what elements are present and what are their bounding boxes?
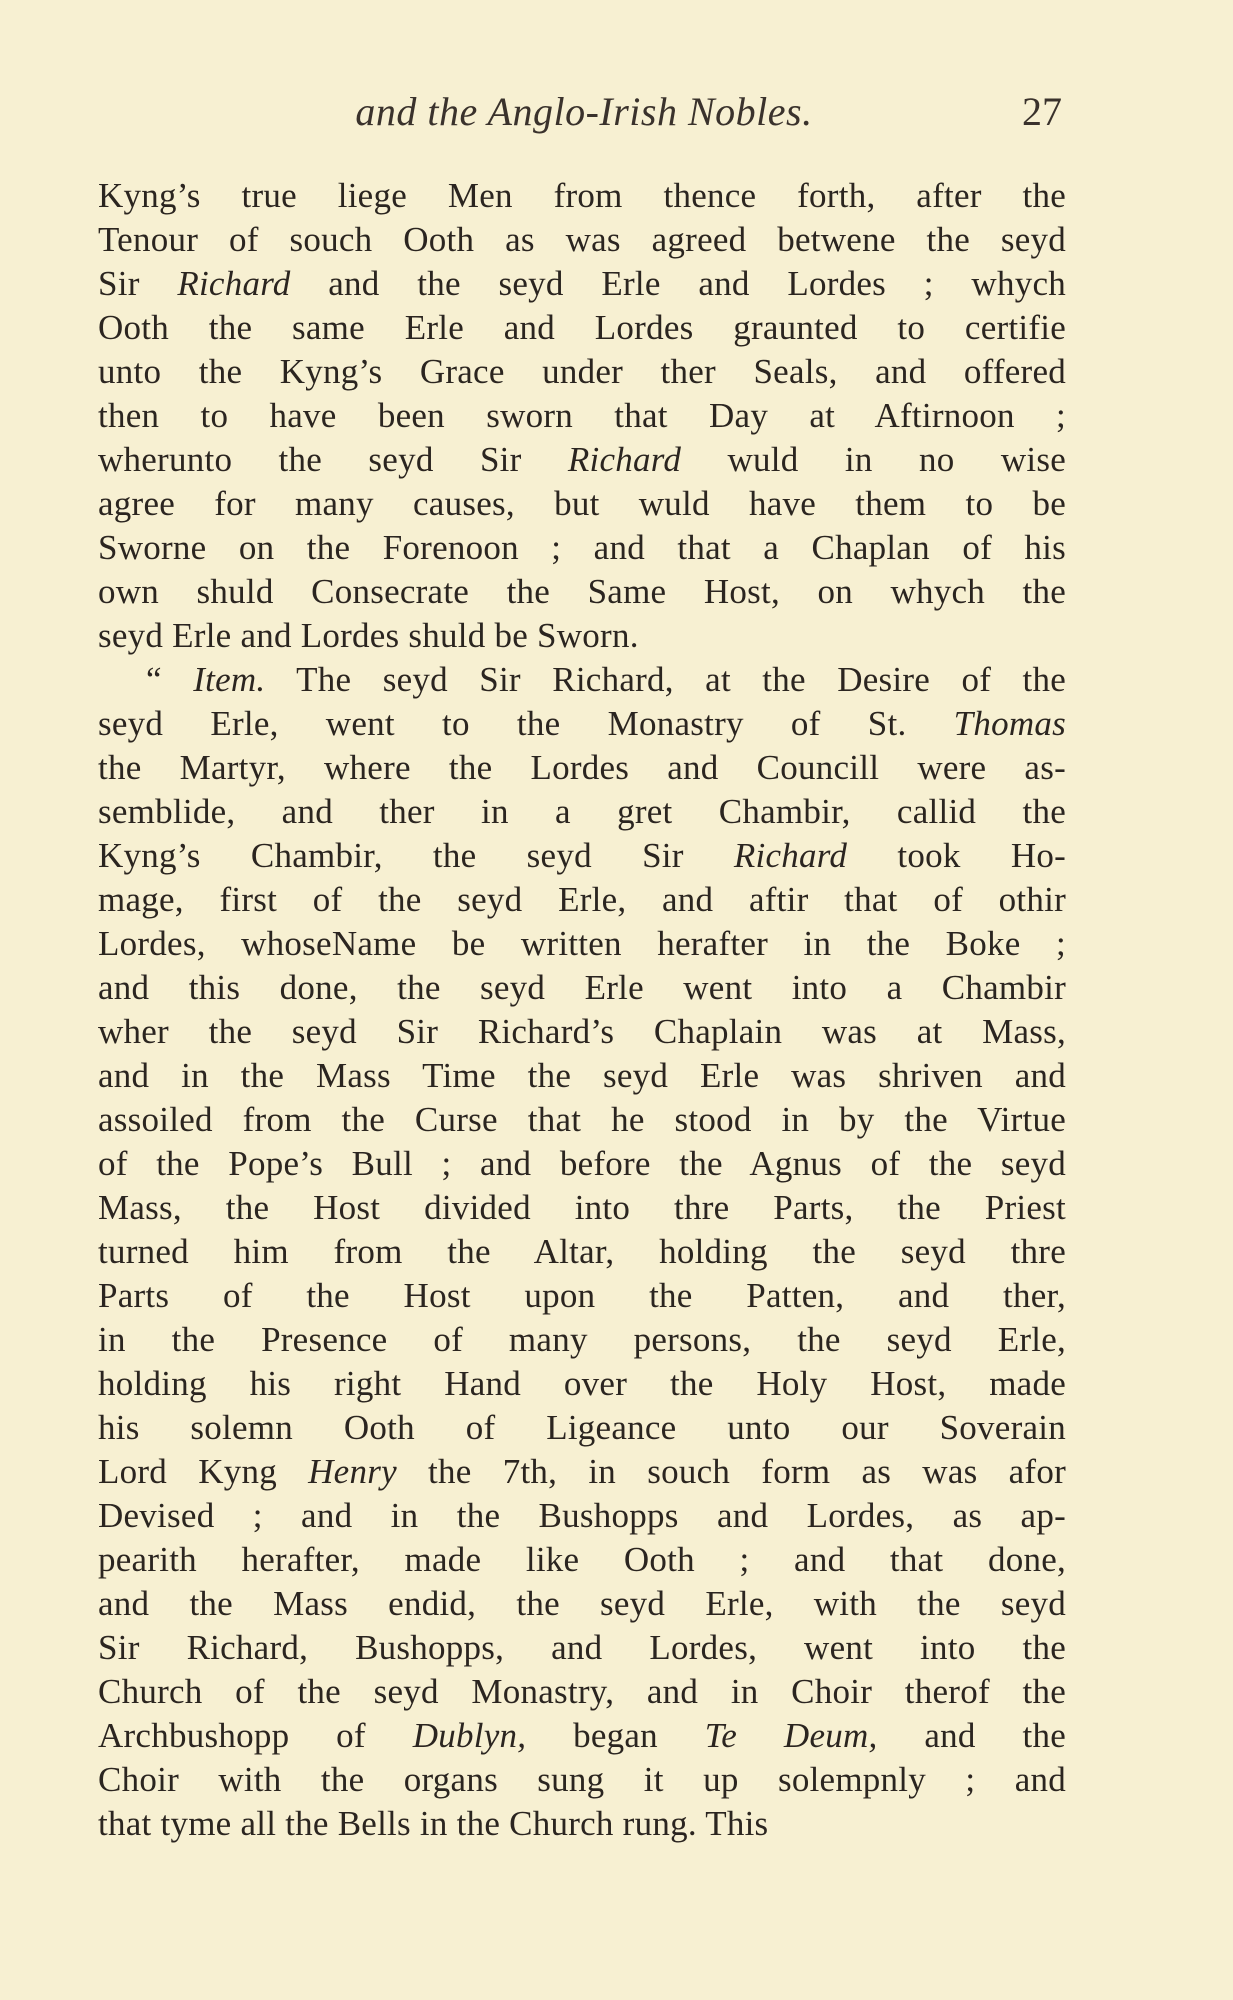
text-segment: own shuld Consecrate the Same Host, on whych the — [98, 572, 1066, 611]
text-segment: mage, first of the seyd Erle, and aftir that of othir — [98, 880, 1066, 919]
text-segment: Kyng’s Chambir, the seyd Sir — [98, 836, 734, 875]
text-line — [98, 1494, 1066, 1538]
text-line — [98, 1582, 1066, 1626]
text-segment: The seyd Sir Richard, at the Desire of the — [265, 660, 1066, 699]
italic-text: Thomas — [953, 704, 1066, 743]
text-line — [98, 262, 1066, 306]
text-line — [98, 1098, 1066, 1142]
text-segment: Kyng’s true liege Men from thence forth, after the — [98, 176, 1066, 215]
text-line — [98, 966, 1066, 1010]
text-line — [98, 1538, 1066, 1582]
text-segment: Choir with the organs sung it up solempnly ; and — [98, 1760, 1066, 1799]
text-segment: Lord Kyng — [98, 1452, 309, 1491]
text-segment: seyd Erle and Lordes shuld be Sworn. — [98, 616, 639, 655]
text-segment: and the seyd Erle and Lordes ; whych — [290, 264, 1066, 303]
text-segment: Sir Richard, Bushopps, and Lordes, went into the — [98, 1628, 1066, 1667]
italic-text: Henry — [308, 1452, 397, 1491]
text-segment: and the Mass endid, the seyd Erle, with the seyd — [98, 1584, 1066, 1623]
italic-text: Richard — [177, 264, 291, 303]
page-header — [98, 88, 1070, 138]
text-line — [98, 438, 1066, 482]
text-segment: wherunto the seyd Sir — [98, 440, 568, 479]
text-segment: that tyme all the Bells in the Church rung. This — [98, 1804, 769, 1843]
text-line — [98, 614, 1066, 658]
text-line — [98, 1670, 1066, 1714]
text-segment: Lordes, whoseName be written herafter in the Boke ; — [98, 924, 1066, 963]
italic-text: Dublyn, — [412, 1716, 527, 1755]
text-segment: of the Pope’s Bull ; and before the Agnus of the seyd — [98, 1144, 1066, 1183]
text-segment: wher the seyd Sir Richard’s Chaplain was at Mass, — [98, 1012, 1066, 1051]
text-segment: and the — [877, 1716, 1067, 1755]
text-segment: agree for many causes, but wuld have them to be — [98, 484, 1066, 523]
text-segment: Tenour of souch Ooth as was agreed betwene the seyd — [98, 220, 1066, 259]
text-line — [98, 1054, 1066, 1098]
text-segment: the Martyr, where the Lordes and Councill were as- — [98, 748, 1066, 787]
text-segment: holding his right Hand over the Holy Host, made — [98, 1364, 1066, 1403]
text-segment: Church of the seyd Monastry, and in Choir therof the — [98, 1672, 1066, 1711]
text-line — [98, 394, 1066, 438]
text-line — [98, 1406, 1066, 1450]
text-line — [98, 1186, 1066, 1230]
text-segment: pearith herafter, made like Ooth ; and that done, — [98, 1540, 1066, 1579]
text-line — [98, 570, 1066, 614]
text-segment: and in the Mass Time the seyd Erle was shriven and — [98, 1056, 1066, 1095]
text-line — [98, 1142, 1066, 1186]
text-segment: semblide, and ther in a gret Chambir, callid the — [98, 792, 1066, 831]
text-segment: Archbushopp of — [98, 1716, 413, 1755]
text-segment: in the Presence of many persons, the seyd Erle, — [98, 1320, 1066, 1359]
text-line — [98, 306, 1066, 350]
text-line — [98, 1626, 1066, 1670]
text-segment: Sir — [98, 264, 178, 303]
text-line — [98, 1758, 1066, 1802]
running-head: and the Anglo-Irish Nobles. — [355, 89, 813, 134]
italic-text: Item. — [193, 660, 266, 699]
text-segment: Mass, the Host divided into thre Parts, the Priest — [98, 1188, 1066, 1227]
italic-text: Richard — [567, 440, 682, 479]
text-line — [98, 482, 1066, 526]
text-segment: Sworne on the Forenoon ; and that a Chaplan of his — [98, 528, 1066, 567]
text-segment: seyd Erle, went to the Monastry of St. — [98, 704, 954, 743]
text-line — [98, 1010, 1066, 1054]
text-line — [98, 1318, 1066, 1362]
page-number: 27 — [1022, 89, 1062, 134]
text-line — [98, 658, 1066, 702]
text-line — [98, 790, 1066, 834]
text-line — [98, 218, 1066, 262]
text-segment: unto the Kyng’s Grace under ther Seals, and offered — [98, 352, 1066, 391]
text-line — [98, 174, 1066, 218]
text-line — [98, 702, 1066, 746]
text-segment: his solemn Ooth of Ligeance unto our Soverain — [98, 1408, 1066, 1447]
text-segment: then to have been sworn that Day at Aftirnoon ; — [98, 396, 1066, 435]
text-line — [98, 1230, 1066, 1274]
text-line — [98, 1362, 1066, 1406]
text-segment: turned him from the Altar, holding the seyd thre — [98, 1232, 1066, 1271]
text-segment: “ — [146, 660, 194, 699]
text-line — [98, 526, 1066, 570]
text-segment: assoiled from the Curse that he stood in by the Virtue — [98, 1100, 1066, 1139]
text-segment: and this done, the seyd Erle went into a Chambir — [98, 968, 1066, 1007]
text-segment: the 7th, in souch form as was afor — [396, 1452, 1066, 1491]
text-line — [98, 746, 1066, 790]
text-segment: wuld in no wise — [681, 440, 1066, 479]
text-line — [98, 922, 1066, 966]
text-segment: took Ho- — [847, 836, 1067, 875]
text-line — [98, 1714, 1066, 1758]
italic-text: Richard — [733, 836, 848, 875]
text-line — [98, 1274, 1066, 1318]
text-line — [98, 834, 1066, 878]
text-line — [98, 1802, 1066, 1846]
body-text — [98, 174, 1066, 1846]
text-segment: Parts of the Host upon the Patten, and ther, — [98, 1276, 1066, 1315]
italic-text: Te Deum, — [704, 1716, 878, 1755]
text-line — [98, 350, 1066, 394]
text-segment: began — [526, 1716, 705, 1755]
text-segment: Devised ; and in the Bushopps and Lordes, as ap- — [98, 1496, 1066, 1535]
text-line — [98, 1450, 1066, 1494]
text-segment: Ooth the same Erle and Lordes graunted to certifie — [98, 308, 1066, 347]
text-line — [98, 878, 1066, 922]
